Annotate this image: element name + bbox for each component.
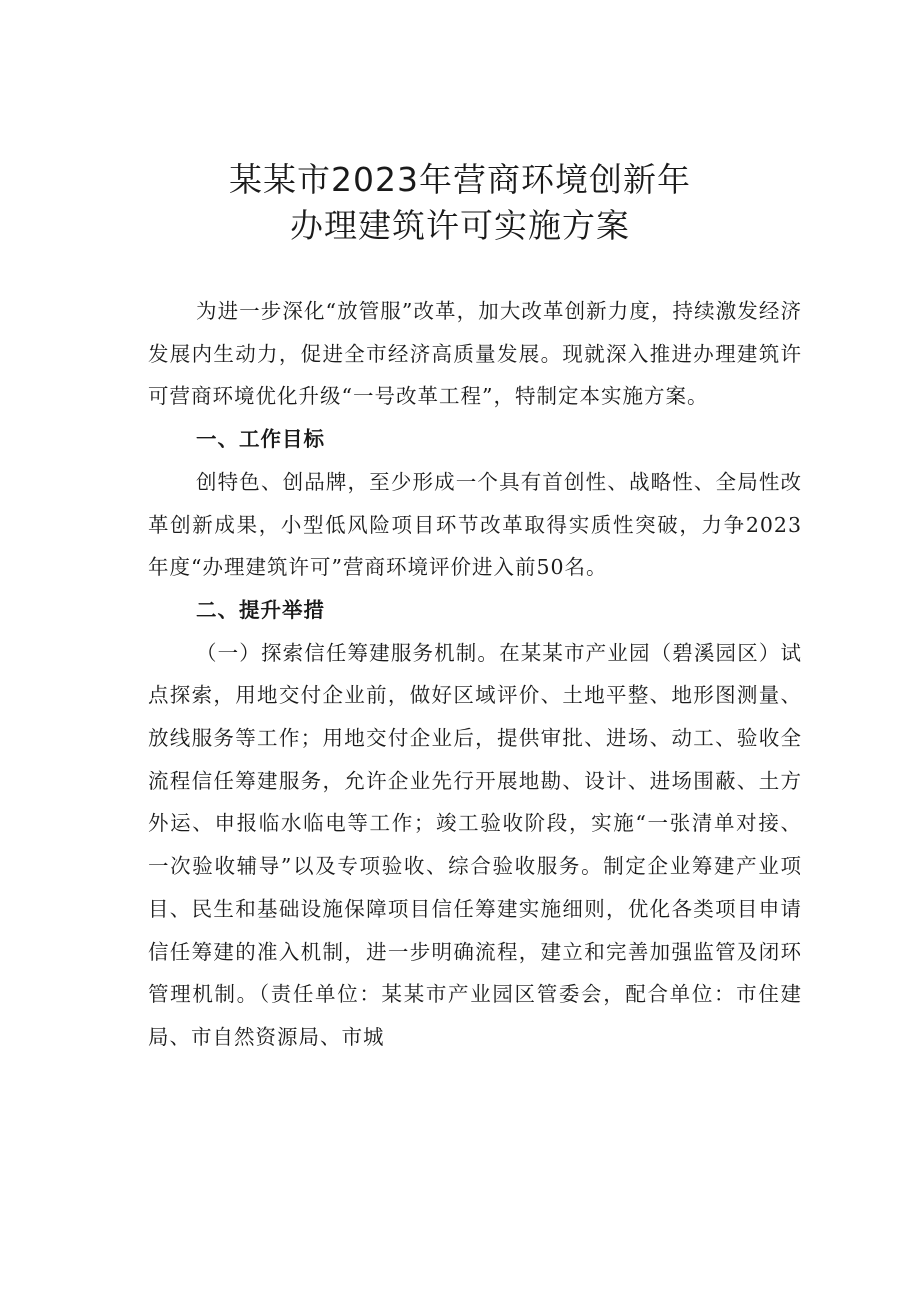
intro-paragraph: 为进一步深化“放管服”改革，加大改革创新力度，持续激发经济发展内生动力，促进全市经济高质量发展。现就深入推进办理建筑许可营商环境优化升级“一号改革工程”，特制定本实施方案。 xyxy=(148,299,802,409)
document-title-line-2: 办理建筑许可实施方案 xyxy=(290,206,630,245)
section-1-paragraph: 创特色、创品牌，至少形成一个具有首创性、战略性、全局性改革创新成果，小型低风险项目环节改革取得实质性突破，力争2023年度“办理建筑许可”营商环境评价进入前50名。 xyxy=(148,469,802,580)
section-2-item-1-paragraph: （一）探索信任筹建服务机制。在某某市产业园（碧溪园区）试点探索，用地交付企业前，做好区域评价、土地平整、地形图测量、放线服务等工作；用地交付企业后，提供审批、进场、动工、验收全流程信任筹建服务，允许企业先行开展地勘、设计、进场围蔽、土方外运、申报临水临电等工作；竣工验收阶段，实施“一张清单对接、一次验收辅导”以及专项验收、综合验收服务。制定企业筹建产业项目、民生和基础设施保障项目信任筹建实施细则，优化各类项目申请信任筹建的准入机制，进一步明确流程，建立和完善加强监管及闭环管理机制。（责任单位：某某市产业园区管委会，配合单位：市住建局、市自然资源局、市城 xyxy=(148,640,802,1049)
document-body xyxy=(148,290,802,1059)
section-1-heading: 一、工作目标 xyxy=(196,427,325,452)
section-2-heading: 二、提升举措 xyxy=(196,597,325,622)
document-title-line-1: 某某市2023年营商环境创新年 xyxy=(229,160,691,199)
